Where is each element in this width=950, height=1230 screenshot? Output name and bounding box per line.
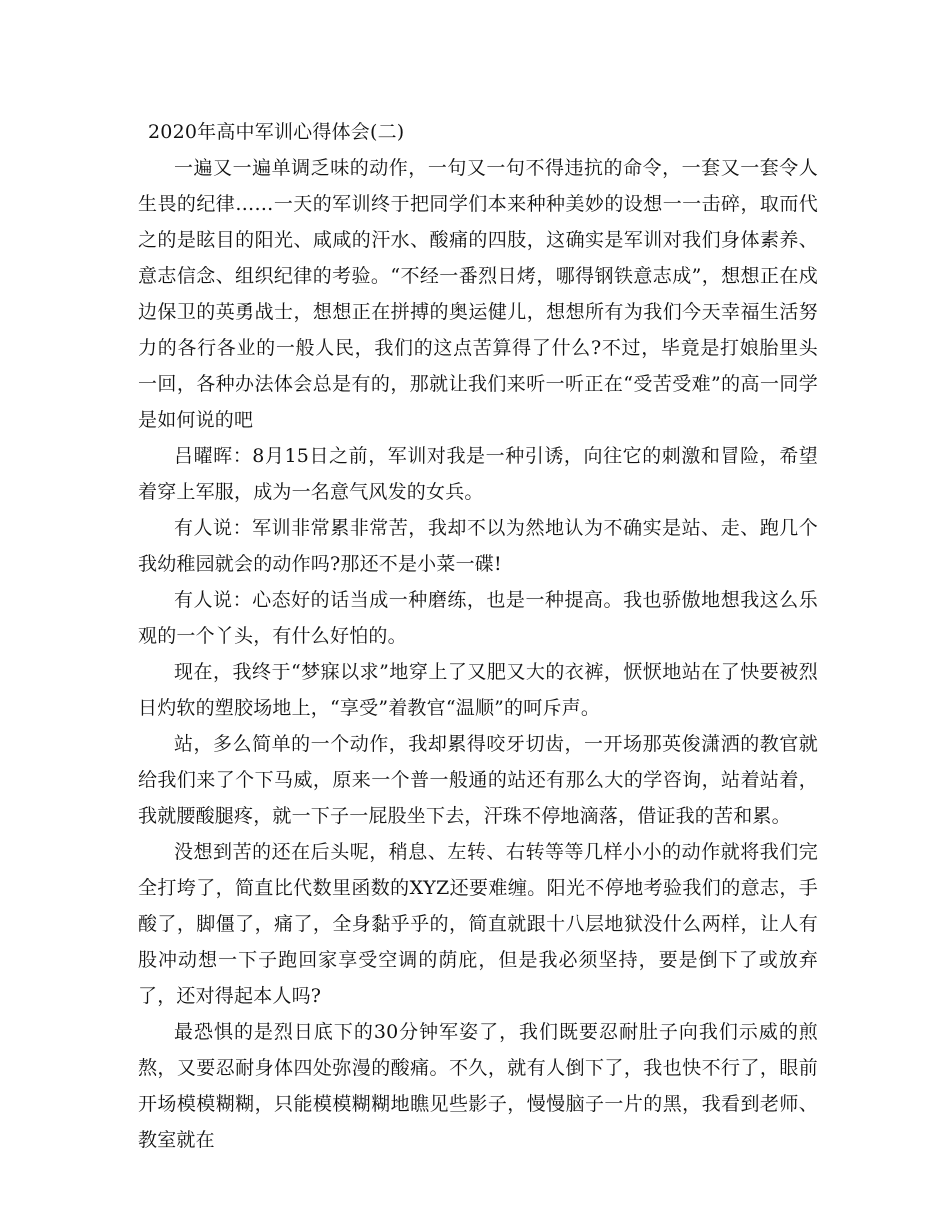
document-title: 2020年高中军训心得体会(二) <box>148 121 405 143</box>
paragraph-intro: 一遍又一遍单调乏味的动作，一句又一句不得违抗的命令，一套又一套令人生畏的纪律……一天的军训终于把同学们本来种种美妙的设想一一击碎，取而代之的是眩目的阳光、咸咸的汗水、酸痛的四肢，这确实是军训对我们身体素养、意志信念、组织纪律的考验。“不经一番烈日烤，哪得钢铁意志成”，想想正在戍边保卫的英勇战士，想想正在拼搏的奥运健儿，想想所有为我们今天幸福生活努力的各行各业的一般人民，我们的这点苦算得了什么?不过，毕竟是打娘胎里头一回，各种办法体会总是有的，那就让我们来听一听正在“受苦受难”的高一同学是如何说的吧 <box>138 157 818 431</box>
paragraph-military-posture: 最恐惧的是烈日底下的30分钟军姿了，我们既要忍耐肚子向我们示威的煎熬，又要忍耐身体四处弥漫的酸痛。不久，就有人倒下了，我也快不行了，眼前开场模模糊糊，只能模模糊糊地瞧见些影子，慢慢脑子一片的黑，我看到老师、教室就在 <box>138 1021 818 1151</box>
paragraph-lv-yaohui: 吕曜晖：8月15日之前，军训对我是一种引诱，向往它的刺激和冒险，希望着穿上军服，成为一名意气风发的女兵。 <box>138 445 818 503</box>
paragraph-unexpected: 没想到苦的还在后头呢，稍息、左转、右转等等几样小小的动作就将我们完全打垮了，简直比代数里函数的XYZ还要难缠。阳光不停地考验我们的意志，手酸了，脚僵了，痛了，全身黏乎乎的，简直就跟十八层地狱没什么两样，让人有股冲动想一下子跑回家享受空调的荫庇，但是我必须坚持，要是倒下了或放弃了，还对得起本人吗? <box>138 841 818 1007</box>
paragraph-someone-says-2: 有人说：心态好的话当成一种磨练，也是一种提高。我也骄傲地想我这么乐观的一个丫头，有什么好怕的。 <box>138 589 818 647</box>
paragraph-someone-says-1: 有人说：军训非常累非常苦，我却不以为然地认为不确实是站、走、跑几个我幼稚园就会的动作吗?那还不是小菜一碟! <box>138 517 818 575</box>
paragraph-standing: 站，多么简单的一个动作，我却累得咬牙切齿，一开场那英俊潇洒的教官就给我们来了个下马威，原来一个普一般通的站还有那么大的学咨询，站着站着，我就腰酸腿疼，就一下子一屁股坐下去，汗珠不停地滴落，借证我的苦和累。 <box>138 733 818 827</box>
paragraph-now: 现在，我终于“梦寐以求”地穿上了又肥又大的衣裤，恹恹地站在了快要被烈日灼软的塑胶场地上，“享受”着教官“温顺”的呵斥声。 <box>138 661 818 719</box>
document-body <box>138 114 818 1158</box>
